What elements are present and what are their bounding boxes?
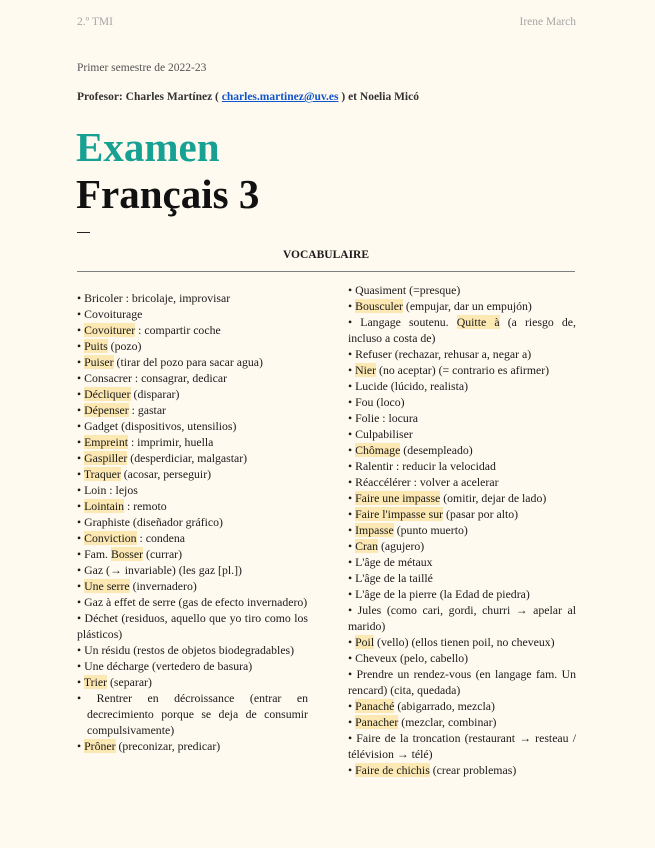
vocab-text: • — [348, 299, 356, 313]
vocab-item — [77, 674, 308, 690]
vocab-text: • Gaz (→ invariable) (les gaz [pl.]) — [77, 563, 242, 577]
vocab-text: (disparar) — [130, 387, 180, 401]
vocab-text: • — [77, 499, 85, 513]
vocab-text: • Lucide (lúcido, realista) — [348, 379, 469, 393]
title-examen: Examen — [76, 124, 220, 170]
vocab-text: • — [348, 491, 356, 505]
vocab-text: • L'âge de la taillé — [348, 571, 433, 585]
vocab-text: (pozo) — [107, 339, 142, 353]
section-heading: VOCABULAIRE — [282, 249, 370, 261]
vocab-item — [77, 658, 308, 674]
vocab-text: (punto muerto) — [393, 523, 468, 537]
vocab-text: (tirar del pozo para sacar agua) — [113, 355, 263, 369]
vocab-item — [348, 730, 576, 762]
vocab-text: • — [77, 467, 84, 481]
vocab-item — [348, 362, 576, 378]
vocab-text: • — [348, 763, 356, 777]
vocab-text: • — [77, 355, 85, 369]
vocab-text: • Rentrer en décroissance (entrar en decrecimiento porque se deja de consumir compulsivamente) — [77, 691, 308, 737]
vocab-text: • Cheveux (pelo, cabello) — [348, 651, 469, 665]
vocab-text: (invernadero) — [129, 579, 197, 593]
highlighted-term: Nier — [355, 363, 377, 377]
highlighted-term: Impasse — [355, 523, 394, 537]
vocab-text: • Refuser (rechazar, rehusar a, negar a) — [348, 347, 532, 361]
vocab-text: (a riesgo de, incluso a costa de) — [348, 315, 576, 345]
vocab-item — [77, 530, 308, 546]
vocab-text: • — [348, 363, 356, 377]
vocab-text: • Fou (loco) — [348, 395, 405, 409]
professor-suffix: ) et Noelia Micó — [341, 91, 419, 103]
vocab-item — [348, 586, 576, 602]
semester-line: Primer semestre de 2022-23 — [77, 62, 207, 74]
highlighted-term: Conviction — [84, 531, 137, 545]
vocab-text: • Ralentir : reducir la velocidad — [348, 459, 496, 473]
vocab-item — [348, 634, 576, 650]
vocab-text: (vello) (ellos tienen poil, no cheveux) — [374, 635, 555, 649]
header-author: Irene March — [519, 16, 576, 28]
vocab-text: • — [348, 443, 356, 457]
vocab-text: (no aceptar) (= contrario es afirmer) — [376, 363, 550, 377]
vocab-item — [77, 354, 308, 370]
vocab-item — [348, 346, 576, 362]
highlighted-term: Lointain — [84, 499, 125, 513]
vocab-text: • Gaz à effet de serre (gas de efecto invernadero) — [77, 595, 308, 609]
vocab-item — [77, 578, 308, 594]
vocab-text: • Bricoler : bricolaje, improvisar — [77, 291, 231, 305]
vocab-item — [77, 498, 308, 514]
highlighted-term: Covoiturer — [84, 323, 136, 337]
vocab-text: • Covoiturage — [77, 307, 143, 321]
highlighted-term: Panaché — [355, 699, 395, 713]
vocab-text: (desperdiciar, malgastar) — [127, 451, 248, 465]
vocab-item — [77, 546, 308, 562]
vocab-item — [77, 690, 308, 738]
professor-email-link[interactable]: charles.martinez@uv.es — [221, 91, 339, 103]
vocab-item — [348, 698, 576, 714]
vocab-item — [77, 466, 308, 482]
vocab-item — [348, 490, 576, 506]
vocab-text: (desempleado) — [400, 443, 473, 457]
vocab-text: (acosar, perseguir) — [120, 467, 212, 481]
vocab-text: : remoto — [124, 499, 167, 513]
highlighted-term: Dépenser — [84, 403, 129, 417]
vocab-text: • — [77, 323, 85, 337]
vocab-text: • — [348, 507, 356, 521]
vocab-text: • — [348, 699, 356, 713]
vocab-item — [77, 418, 308, 434]
highlighted-term: Panacher — [355, 715, 399, 729]
vocab-text: • — [77, 579, 85, 593]
vocab-item — [348, 298, 576, 314]
vocab-item — [348, 442, 576, 458]
title-divider — [77, 232, 90, 233]
vocab-column-left — [77, 290, 308, 754]
vocab-item — [77, 306, 308, 322]
vocab-text: • Quasiment (=presque) — [348, 283, 461, 297]
vocab-item — [348, 314, 576, 346]
vocab-item — [77, 482, 308, 498]
vocab-text: • — [348, 635, 356, 649]
highlighted-term: Trier — [83, 675, 108, 689]
vocab-item — [348, 538, 576, 554]
vocab-text: • Une décharge (vertedero de basura) — [77, 659, 253, 673]
professor-line — [77, 91, 419, 103]
vocab-text: (agujero) — [378, 539, 425, 553]
vocab-item — [77, 338, 308, 354]
vocab-item — [348, 410, 576, 426]
title-subject: Français 3 — [76, 171, 260, 217]
header-course: 2.º TMI — [77, 16, 113, 28]
highlighted-term: Décliquer — [84, 387, 131, 401]
vocab-item — [77, 562, 308, 578]
vocab-text: • L'âge de la pierre (la Edad de piedra) — [348, 587, 530, 601]
vocab-text: • — [77, 339, 85, 353]
vocab-text: (empujar, dar un empujón) — [402, 299, 532, 313]
vocab-item — [77, 738, 308, 754]
highlighted-term: Bousculer — [355, 299, 403, 313]
highlighted-term: Faire de chichis — [355, 763, 430, 777]
vocab-text: • — [77, 675, 84, 689]
highlighted-term: Chômage — [355, 443, 401, 457]
vocab-text: (preconizar, predicar) — [115, 739, 221, 753]
vocab-item — [77, 322, 308, 338]
vocab-text: : gastar — [128, 403, 166, 417]
highlighted-term: Une serre — [84, 579, 130, 593]
highlighted-term: Puits — [84, 339, 108, 353]
vocab-text: : compartir coche — [135, 323, 221, 337]
vocab-item — [348, 762, 576, 778]
vocab-text: • Loin : lejos — [77, 483, 138, 497]
vocab-text: • Consacrer : consagrar, dedicar — [77, 371, 228, 385]
highlighted-term: Cran — [355, 539, 379, 553]
vocab-text: • — [77, 403, 85, 417]
highlighted-term: Faire l'impasse sur — [355, 507, 444, 521]
vocab-text: • Faire de la troncation (restaurant → resteau / télévision → télé) — [348, 731, 576, 761]
vocab-item — [348, 378, 576, 394]
vocab-item — [348, 522, 576, 538]
vocab-text: • Réaccélérer : volver a acelerar — [348, 475, 499, 489]
highlighted-term: Puiser — [84, 355, 114, 369]
vocab-text: • Prendre un rendez-vous (en langage fam. Un rencard) (cita, quedada) — [348, 667, 576, 697]
vocab-item — [77, 386, 308, 402]
vocab-item — [348, 394, 576, 410]
vocab-text: • — [77, 451, 85, 465]
vocab-text: • Fam. — [77, 547, 111, 561]
vocab-item — [348, 714, 576, 730]
vocab-item — [77, 514, 308, 530]
vocab-text: • Folie : locura — [348, 411, 418, 425]
vocab-item — [348, 426, 576, 442]
vocab-item — [348, 458, 576, 474]
vocab-text: • — [77, 387, 85, 401]
highlighted-term: Quitte à — [456, 315, 500, 329]
vocab-text: (crear problemas) — [429, 763, 517, 777]
vocab-text: • Déchet (residuos, aquello que yo tiro como los plásticos) — [77, 611, 308, 641]
professor-prefix: Profesor: Charles Martínez ( — [77, 91, 219, 103]
vocab-item — [348, 554, 576, 570]
vocab-text: (abigarrado, mezcla) — [394, 699, 495, 713]
vocab-item — [77, 370, 308, 386]
vocab-item — [77, 434, 308, 450]
vocab-item — [348, 666, 576, 698]
vocab-item — [348, 282, 576, 298]
vocab-text: • Un résidu (restos de objetos biodegradables) — [77, 643, 295, 657]
vocab-item — [348, 650, 576, 666]
vocab-item — [348, 506, 576, 522]
vocab-text: (mezclar, combinar) — [398, 715, 497, 729]
vocab-text: • Jules (como cari, gordi, churri → apelar al marido) — [348, 603, 576, 633]
vocab-column-right — [348, 282, 576, 778]
vocab-text: • Culpabiliser — [348, 427, 413, 441]
vocab-item — [348, 570, 576, 586]
vocab-item — [77, 594, 308, 610]
vocab-text: (currar) — [143, 547, 183, 561]
vocab-item — [77, 402, 308, 418]
highlighted-term: Gaspiller — [84, 451, 128, 465]
highlighted-term: Bosser — [110, 547, 144, 561]
highlighted-term: Faire une impasse — [355, 491, 441, 505]
highlighted-term: Poil — [355, 635, 375, 649]
vocab-text: • L'âge de métaux — [348, 555, 433, 569]
vocab-text: (omitir, dejar de lado) — [440, 491, 547, 505]
vocab-text: • Graphiste (diseñador gráfico) — [77, 515, 223, 529]
vocab-text: • — [348, 715, 356, 729]
vocab-item — [77, 610, 308, 642]
vocab-item — [77, 450, 308, 466]
vocab-text: • Langage soutenu. — [348, 315, 457, 329]
vocab-text: • Gadget (dispositivos, utensilios) — [77, 419, 237, 433]
vocab-item — [348, 474, 576, 490]
highlighted-term: Empreint — [84, 435, 128, 449]
vocab-text: • — [77, 435, 85, 449]
section-rule — [77, 271, 575, 272]
vocab-text: • — [348, 523, 356, 537]
vocab-text: : imprimir, huella — [128, 435, 214, 449]
vocab-text: (separar) — [107, 675, 152, 689]
vocab-text: : condena — [136, 531, 186, 545]
vocab-text: (pasar por alto) — [443, 507, 519, 521]
vocab-text: • — [77, 531, 85, 545]
vocab-text: • — [348, 539, 356, 553]
vocab-text: • — [77, 739, 85, 753]
vocab-item — [77, 290, 308, 306]
vocab-item — [77, 642, 308, 658]
highlighted-term: Traquer — [83, 467, 121, 481]
highlighted-term: Prôner — [84, 739, 116, 753]
vocab-item — [348, 602, 576, 634]
